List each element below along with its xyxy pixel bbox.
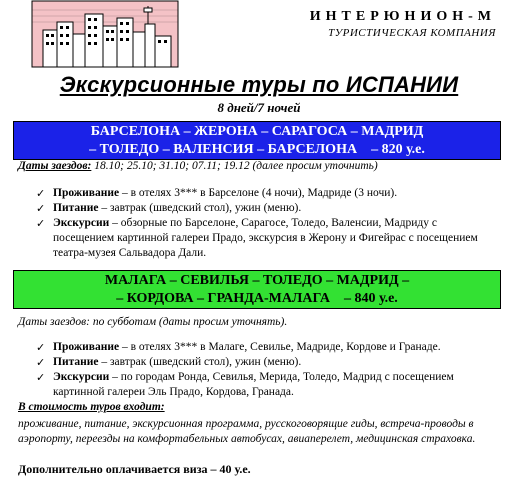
tour-route-box-2	[13, 270, 501, 309]
list-item	[36, 340, 496, 355]
check-icon: ✓	[36, 217, 46, 230]
list-item	[36, 186, 496, 201]
route-line: МАЛАГА – СЕВИЛЬЯ – ТОЛЕДО – МАДРИД –	[104, 273, 410, 288]
arrival-dates	[18, 316, 287, 328]
company-name: ИНТЕРЮНИОН-М	[309, 9, 496, 24]
list-item	[36, 201, 496, 216]
dates-value: по субботам (даты просим уточнять).	[89, 316, 288, 328]
item-term: Экскурсии	[53, 217, 110, 229]
item-term: Питание	[53, 202, 99, 214]
visa-note: Дополнительно оплачивается виза – 40 у.е.	[18, 462, 251, 476]
check-icon: ✓	[36, 341, 46, 354]
company-subtitle: ТУРИСТИЧЕСКАЯ КОМПАНИЯ	[328, 27, 496, 39]
list-item	[36, 370, 496, 400]
dates-label: Даты заездов:	[18, 160, 92, 172]
page-title: Экскурсионные туры по ИСПАНИИ	[59, 72, 459, 97]
route-line	[14, 141, 500, 159]
tour-price: – 820 у.е.	[371, 142, 425, 157]
item-text: – обзорные по Барселоне, Сарагосе, Толедо, Валенсии, Мадриду с посещением картинной галереи Прадо, экскурсия в Жерону и Фигейрас с посещением театра-музея Сальвадора Дали.	[53, 217, 478, 259]
route-line	[14, 290, 500, 308]
check-icon: ✓	[36, 371, 46, 384]
route-line: БАРСЕЛОНА – ЖЕРОНА – САРАГОСА – МАДРИД	[90, 124, 424, 139]
tour-details-list	[36, 186, 496, 261]
dates-value: 18.10; 25.10; 31.10; 07.11; 19.12 (далее просим уточнить)	[91, 160, 378, 172]
item-text: – завтрак (шведский стол), ужин (меню).	[98, 356, 302, 368]
item-term: Проживание	[53, 187, 120, 199]
check-icon: ✓	[36, 202, 46, 215]
tour-price: – 840 у.е.	[343, 291, 398, 306]
tour-route-box-1	[13, 121, 501, 160]
dates-label: Даты заездов:	[18, 316, 90, 328]
item-term: Питание	[53, 356, 99, 368]
list-item	[36, 355, 496, 370]
item-term: Проживание	[53, 341, 120, 353]
tour-details-list	[36, 340, 496, 400]
item-text: – завтрак (шведский стол), ужин (меню).	[98, 202, 302, 214]
cost-text: проживание, питание, экскурсионная программа, русскоговорящие гиды, встреча-проводы в аэропорту, переезды на комфортабельных автобусах, авиаперелет, медицинская страховка.	[18, 418, 476, 445]
cost-heading: В стоимость туров входит:	[18, 401, 165, 413]
check-icon: ✓	[36, 356, 46, 369]
list-item	[36, 216, 496, 261]
company-logo	[31, 0, 179, 68]
tour-duration: 8 дней/7 ночей	[217, 100, 301, 115]
item-text: – в отелях 3*** в Малаге, Севилье, Мадриде, Кордове и Гранаде.	[119, 341, 441, 353]
arrival-dates	[18, 160, 378, 172]
route-text: – КОРДОВА – ГРАНДА-МАЛАГА	[116, 291, 330, 306]
route-text: – ТОЛЕДО – ВАЛЕНСИЯ – БАРСЕЛОНА	[89, 142, 358, 157]
check-icon: ✓	[36, 187, 46, 200]
item-term: Экскурсии	[53, 371, 110, 383]
item-text: – в отелях 3*** в Барселоне (4 ночи), Мадриде (3 ночи).	[119, 187, 398, 199]
item-text: – по городам Ронда, Севилья, Мерида, Толедо, Мадрид с посещением картинной галереи Эль Прадо, Кордова, Гранада.	[53, 371, 454, 398]
